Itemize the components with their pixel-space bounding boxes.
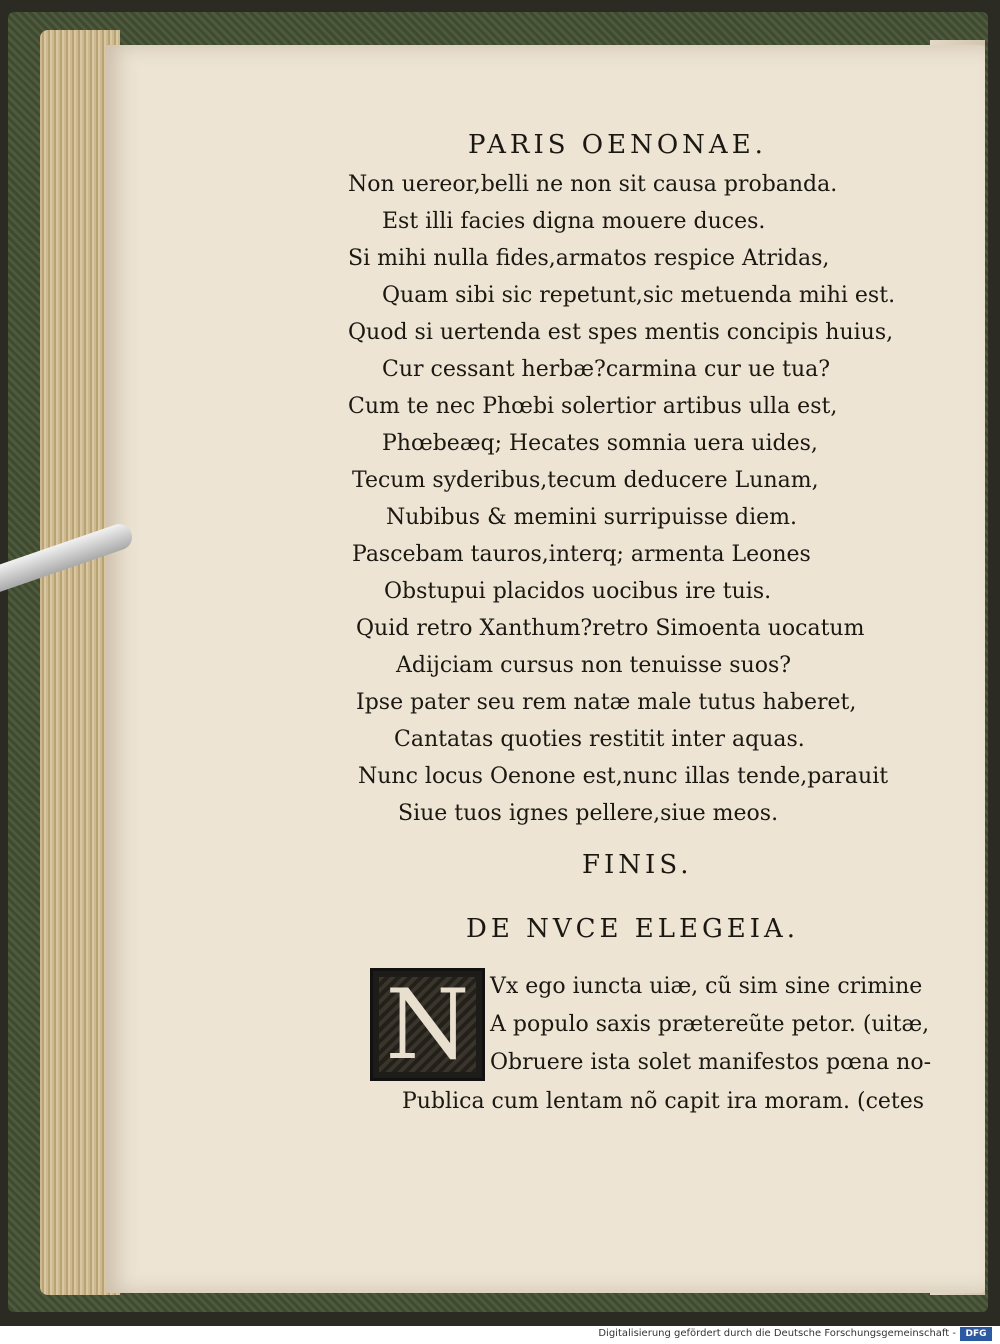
- verse-line: Obruere ista solet manifestos pœna no-: [490, 1050, 932, 1075]
- verse-line: Cantatas quoties restitit inter aquas.: [394, 727, 805, 752]
- verse-line: Cum te nec Phœbi solertior artibus ulla est,: [348, 394, 838, 419]
- verse-line: Quam sibi sic repetunt,sic metuenda mihi est.: [382, 283, 896, 308]
- poem-heading: PARIS OENONAE.: [468, 130, 767, 160]
- verse-line: Cur cessant herbæ?carmina cur ue tua?: [382, 357, 831, 382]
- initial-letter: N: [385, 968, 470, 1081]
- verse-line: Adijciam cursus non tenuisse suos?: [396, 653, 792, 678]
- finis-heading: FINIS.: [582, 850, 693, 880]
- verse-line: Vx ego iuncta uiæ, cũ sim sine crimine: [490, 974, 923, 999]
- dfg-logo: DFG: [960, 1327, 992, 1341]
- verse-line: Siue tuos ignes pellere,siue meos.: [398, 801, 779, 826]
- elegy-heading: DE NVCE ELEGEIA.: [466, 914, 800, 944]
- verse-line: Ipse pater seu rem natæ male tutus haberet,: [356, 690, 857, 715]
- verse-line: Nubibus & memini surripuisse diem.: [386, 505, 798, 530]
- verse-line: Quod si uertenda est spes mentis concipis huius,: [348, 320, 894, 345]
- verse-line: Quid retro Xanthum?retro Simoenta uocatum: [356, 616, 865, 641]
- verse-line: Publica cum lentam nõ capit ira moram. (cetes: [402, 1089, 925, 1114]
- verse-line: A populo saxis prætereũte petor. (uitæ,: [490, 1012, 930, 1037]
- verse-line: Si mihi nulla fides,armatos respice Atridas,: [348, 246, 830, 271]
- verse-line: Obstupui placidos uocibus ire tuis.: [384, 579, 772, 604]
- footer-credit: Digitalisierung gefördert durch die Deutsche Forschungsgemeinschaft -: [598, 1328, 956, 1339]
- verse-line: Pascebam tauros,interq; armenta Leones: [352, 542, 811, 567]
- verse-line: Phœbeæq; Hecates somnia uera uides,: [382, 431, 818, 456]
- verse-line: Non uereor,belli ne non sit causa probanda.: [348, 172, 838, 197]
- verse-line: Nunc locus Oenone est,nunc illas tende,parauit: [358, 764, 889, 789]
- decorated-initial: [370, 968, 485, 1081]
- verse-line: Tecum syderibus,tecum deducere Lunam,: [352, 468, 819, 493]
- verse-line: Est illi facies digna mouere duces.: [382, 209, 766, 234]
